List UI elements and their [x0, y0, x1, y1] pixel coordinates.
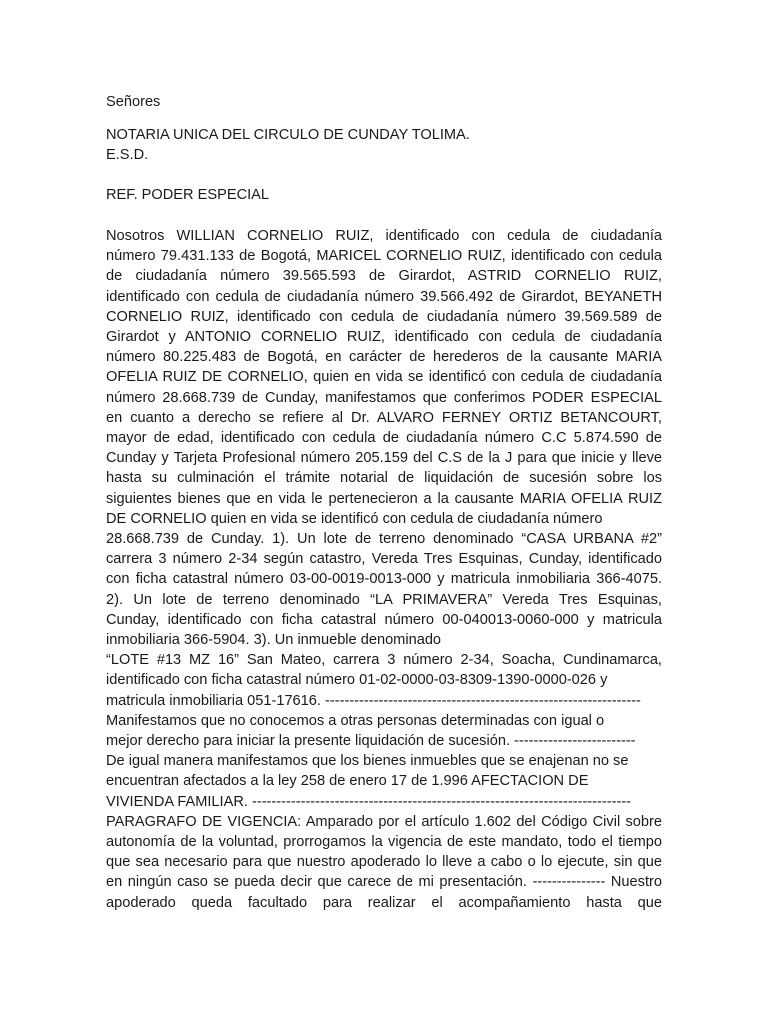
- body-line: OFELIA RUIZ DE CORNELIO, quien en vida se identificó con cedula de ciudadanía: [106, 369, 662, 386]
- body-line: De igual manera manifestamos que los bienes inmuebles que se enajenan no se: [106, 753, 629, 770]
- body-line: que sea necesario para que nuestro apoderado lo lleve a cabo o lo ejecute, sin que: [106, 854, 662, 871]
- body-line: con ficha catastral número 03-00-0019-0013-000 y matricula inmobiliaria 366-4075.: [106, 571, 662, 588]
- body-line: siguientes bienes que en vida le pertenecieron a la causante MARIA OFELIA RUIZ: [106, 490, 662, 507]
- body-line: Girardot y ANTONIO CORNELIO RUIZ, identificado con cedula de ciudadanía: [106, 329, 662, 345]
- body-line: PARAGRAFO DE VIGENCIA: Amparado por el artículo 1.602 del Código Civil sobre: [106, 813, 662, 830]
- body-line: número 80.225.483 de Bogotá, en carácter de herederos de la causante MARIA: [106, 349, 662, 366]
- recipient-line-1: NOTARIA UNICA DEL CIRCULO DE CUNDAY TOLIMA.: [106, 127, 470, 143]
- body-line: identificado con ficha catastral número 01-02-0000-03-8309-1390-0000-026 y: [106, 672, 608, 689]
- body-line: encuentran afectados a la ley 258 de enero 17 de 1.996 AFECTACION DE: [106, 773, 589, 790]
- body-line: carrera 3 número 2-34 según catastro, Vereda Tres Esquinas, Cunday, identificado: [106, 551, 662, 568]
- body-line: de ciudadanía número 39.565.593 de Girardot, ASTRID CORNELIO RUIZ,: [106, 268, 662, 285]
- body-line: apoderado queda facultado para realizar el acompañamiento hasta que: [106, 894, 662, 911]
- body-line: mejor derecho para iniciar la presente liquidación de sucesión. -------------------------: [106, 733, 636, 749]
- body-line: Cunday, identificado con ficha catastral número 00-040013-0060-000 y matricula: [106, 611, 662, 628]
- body-line: identificado con cedula de ciudadanía número 39.566.492 de Girardot, BEYANETH: [106, 288, 662, 305]
- reference-line: REF. PODER ESPECIAL: [106, 187, 270, 203]
- body-line: DE CORNELIO quien en vida se identificó con cedula de ciudadanía número: [106, 510, 603, 527]
- body-line: 2). Un lote de terreno denominado “LA PRIMAVERA” Vereda Tres Esquinas,: [106, 591, 662, 608]
- body-line: VIVIENDA FAMILIAR. ------------------------------------------------------------------------------: [106, 793, 632, 810]
- body-line: autonomía de la voluntad, prorrogamos la vigencia de este mandato, todo el tiempo: [106, 834, 662, 850]
- body-line: en ningún caso se pueda decir que carece de mi presentación. --------------- Nuestro: [106, 874, 662, 891]
- recipient-line-2: E.S.D.: [106, 147, 149, 163]
- body-line: mayor de edad, identificado con cedula de ciudadanía número C.C 5.874.590 de: [106, 430, 662, 446]
- body-line: Manifestamos que no conocemos a otras personas determinadas con igual o: [106, 712, 605, 729]
- body-line: “LOTE #13 MZ 16” San Mateo, carrera 3 número 2-34, Soacha, Cundinamarca,: [106, 652, 662, 669]
- body-line: Cunday y Tarjeta Profesional número 205.159 del C.S de la J para que inicie y lleve: [106, 450, 662, 467]
- body-line: Nosotros WILLIAN CORNELIO RUIZ, identificado con cedula de ciudadanía: [106, 228, 662, 244]
- body-line: CORNELIO RUIZ, identificado con cedula de ciudadanía número 39.569.589 de: [106, 308, 662, 325]
- body-line: inmobiliaria 366-5904. 3). Un inmueble denominado: [106, 632, 442, 648]
- body-line: 28.668.739 de Cunday. 1). Un lote de terreno denominado “CASA URBANA #2”: [106, 531, 662, 547]
- body-line: número 79.431.133 de Bogotá, MARICEL CORNELIO RUIZ, identificado con cedula: [106, 248, 662, 265]
- body-line: matricula inmobiliaria 051-17616. -----------------------------------------------------------------: [106, 692, 641, 709]
- body-line: hasta su culminación el trámite notarial de liquidación de sucesión sobre los: [106, 470, 662, 487]
- body-line: en cuanto a derecho se refiere al Dr. ALVARO FERNEY ORTIZ BETANCOURT,: [106, 409, 662, 426]
- body-line: número 28.668.739 de Cunday, manifestamos que conferimos PODER ESPECIAL: [106, 389, 662, 406]
- salutation: Señores: [106, 94, 161, 110]
